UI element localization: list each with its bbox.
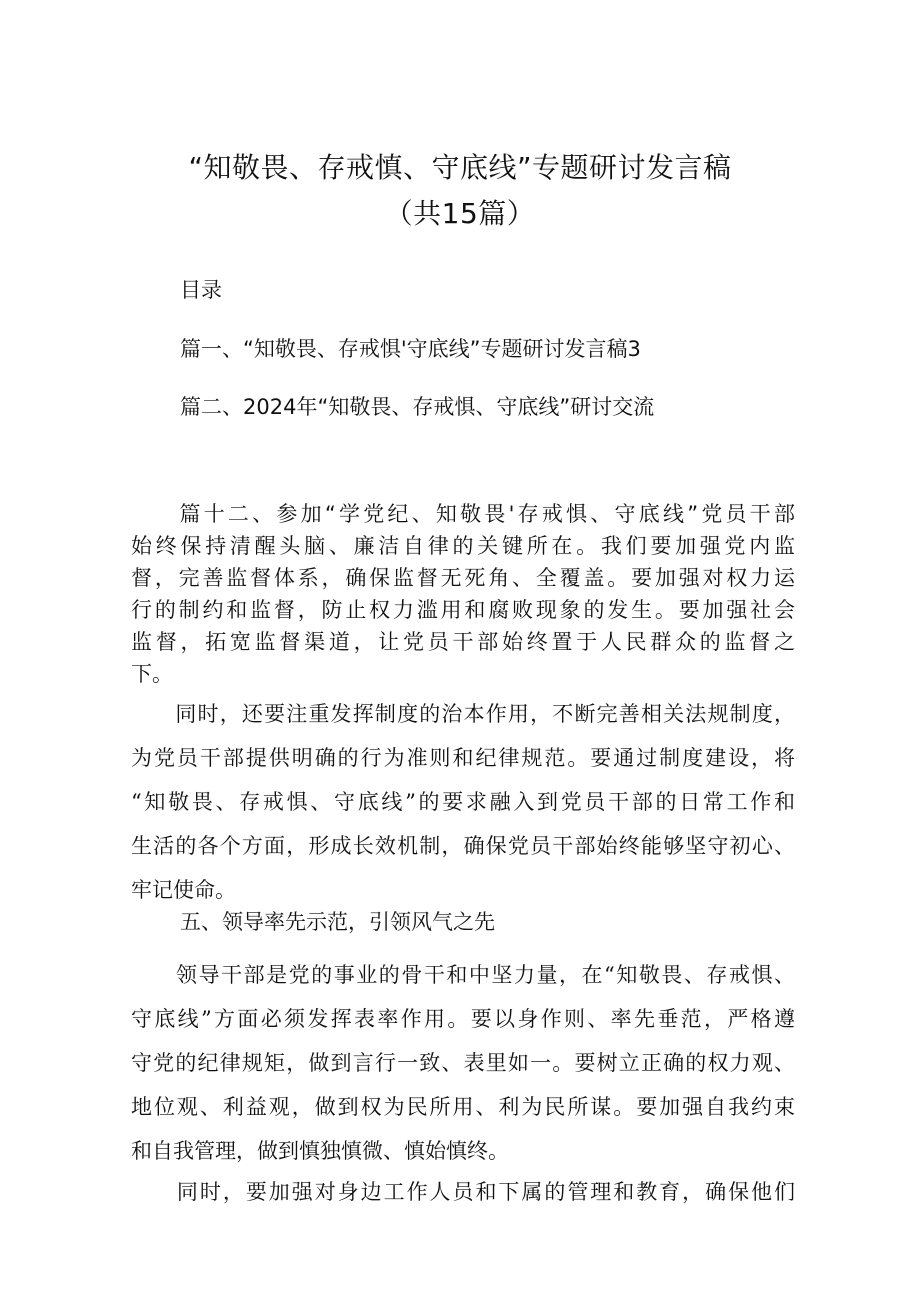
paragraph-chapter-twelve	[131, 498, 795, 690]
document-title: “知敬畏、存戒慎、守底线”专题研讨发言稿	[188, 151, 732, 184]
section-heading: 五、领导率先示范，引领风气之先	[180, 910, 495, 934]
paragraph-line: 守党的纪律规矩，做到言行一致、表里如一。要树立正确的权力观、	[131, 1051, 795, 1075]
paragraph-line: 和自我管理，做到慎独慎微、慎始慎终。	[131, 1139, 509, 1163]
chapter-heading: 篇十二、参加“学党纪、知敬畏'存戒惧、守底线”	[179, 502, 699, 526]
paragraph-leadership	[131, 953, 795, 1173]
toc-heading: 目录	[180, 278, 222, 302]
paragraph-line: 生活的各个方面，形成长效机制，确保党员干部始终能够坚守初心、	[131, 834, 795, 858]
toc-item: 篇二、2024年“知敬畏、存戒惧、守底线”研讨交流	[180, 395, 655, 419]
paragraph-line	[131, 498, 795, 530]
paragraph-line: 为党员干部提供明确的行为准则和纪律规范。要通过制度建设，将	[131, 746, 795, 770]
paragraph-line: 领导干部是党的事业的骨干和中坚力量，在“知敬畏、存戒惧、	[131, 963, 795, 987]
document-subtitle: （共15篇）	[384, 197, 536, 230]
paragraph-text: 党员干部	[698, 502, 796, 526]
paragraph-line: 督，完善监督体系，确保监督无死角、全覆盖。要加强对权力运	[131, 566, 795, 590]
paragraph-line: 行的制约和监督，防止权力滥用和腐败现象的发生。要加强社会	[131, 598, 795, 622]
toc-item: 篇一、“知敬畏、存戒惧'守底线”专题研讨发言稿3	[180, 337, 641, 361]
paragraph-line: “知敬畏、存戒惧、守底线”的要求融入到党员干部的日常工作和	[131, 790, 795, 814]
paragraph-staff-management	[131, 1170, 795, 1214]
paragraph-line: 同时，还要注重发挥制度的治本作用，不断完善相关法规制度，	[131, 702, 795, 726]
paragraph-system-building	[131, 692, 795, 912]
paragraph-line: 守底线”方面必须发挥表率作用。要以身作则、率先垂范，严格遵	[131, 1007, 795, 1031]
paragraph-line: 下。	[131, 662, 173, 686]
paragraph-line: 同时，要加强对身边工作人员和下属的管理和教育，确保他们	[131, 1180, 795, 1204]
paragraph-line: 始终保持清醒头脑、廉洁自律的关键所在。我们要加强党内监	[131, 534, 795, 558]
paragraph-line: 地位观、利益观，做到权为民所用、利为民所谋。要加强自我约束	[131, 1095, 795, 1119]
paragraph-line: 监督，拓宽监督渠道，让党员干部始终置于人民群众的监督之	[131, 630, 795, 654]
paragraph-line: 牢记使命。	[131, 878, 236, 902]
